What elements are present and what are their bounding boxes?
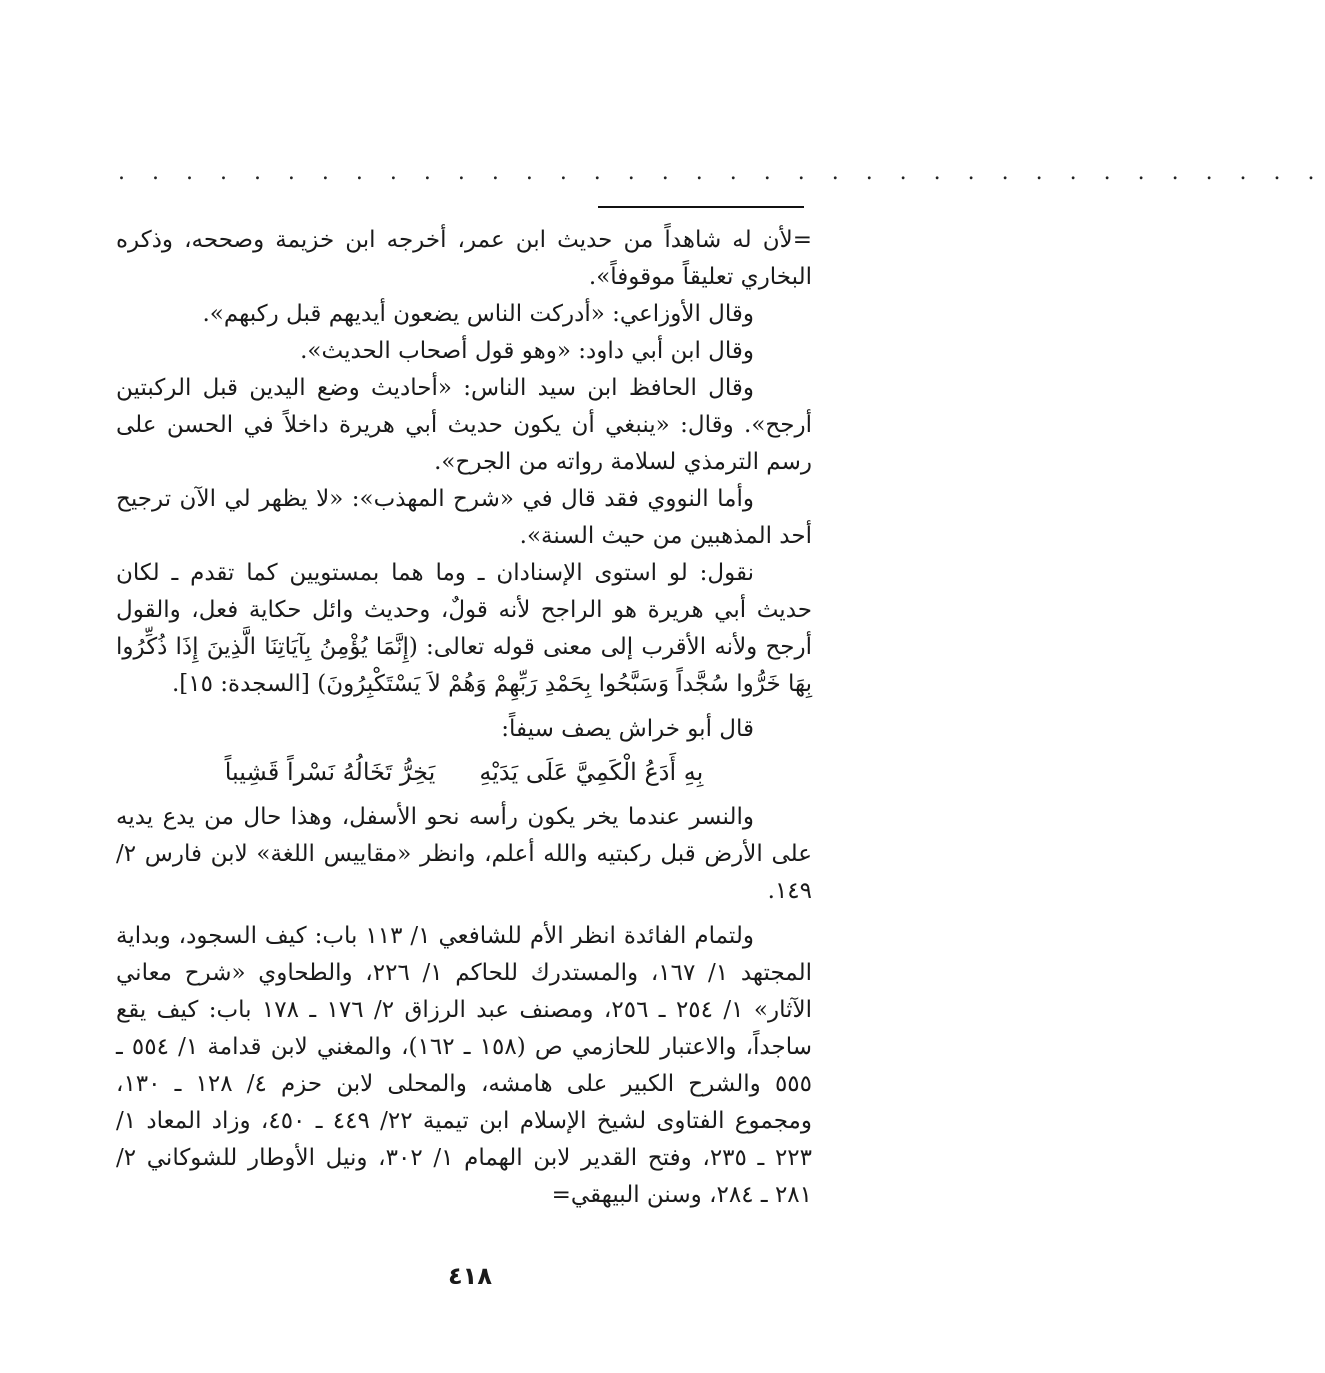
- paragraph-nawawi: وأما النووي فقد قال في «شرح المهذب»: «لا يظهر لي الآن ترجيح أحد المذهبين من حيث السنة».: [116, 486, 812, 549]
- verse-first-hemistich: بِهِ أَدَعُ الْكَمِيَّ عَلَى يَدَيْهِ: [479, 758, 704, 786]
- paragraph-ibn-sayyid-al-nas: وقال الحافظ ابن سيد الناس: «أحاديث وضع اليدين قبل الركبتين أرجح». وقال: «ينبغي أن يكون حديث أبي هريرة داخلاً في الحسن على رسم الترمذي لسلامة رواته من الجرح».: [116, 375, 812, 475]
- dotted-separator: . . . . . . . . . . . . . . . . . . . . . . . . . . . . . . . . . . . .: [118, 160, 1325, 185]
- paragraph-awzai: وقال الأوزاعي: «أدركت الناس يضعون أيديهم قبل ركبهم».: [202, 301, 754, 327]
- paragraph-nasr: والنسر عندما يخر يكون رأسه نحو الأسفل، وهذا حال من يدع يديه على الأرض قبل ركبتيه والله أعلم، وانظر «مقاييس اللغة» لابن فارس ٢/ ١٤٩.: [116, 804, 812, 904]
- footnote-text: [116, 222, 812, 1214]
- footnote-rule: [598, 206, 804, 208]
- paragraph-abu-khirash: قال أبو خراش يصف سيفاً:: [501, 716, 754, 742]
- paragraph-continuation: =لأن له شاهداً من حديث ابن عمر، أخرجه ابن خزيمة وصححه، وذكره البخاري تعليقاً موقوفاً».: [116, 227, 812, 290]
- paragraph-naqul: نقول: لو استوى الإسنادان ـ وما هما بمستويين كما تقدم ـ لكان حديث أبي هريرة هو الراجح لأنه قولٌ، وحديث وائل حكاية فعل، والقول أرجح ولأنه الأقرب إلى معنى قوله تعالى: (إِنَّمَا يُؤْمِنُ بِآيَاتِنَا الَّذِينَ إِذَا ذُكِّرُوا بِهَا خَرُّوا سُجَّداً وَسَبَّحُوا بِحَمْدِ رَبِّهِمْ وَهُمْ لاَ يَسْتَكْبِرُونَ) [السجدة: ١٥].: [116, 560, 812, 697]
- page-number: ٤١٨: [448, 1262, 492, 1290]
- poetry-verse: [116, 754, 812, 791]
- paragraph-references: ولتمام الفائدة انظر الأم للشافعي ١/ ١١٣ باب: كيف السجود، وبداية المجتهد ١/ ١٦٧، والمستدرك للحاكم ١/ ٢٢٦، والطحاوي «شرح معاني الآثار» ١/ ٢٥٤ ـ ٢٥٦، ومصنف عبد الرزاق ٢/ ١٧٦ ـ ١٧٨ باب: كيف يقع ساجداً، والاعتبار للحازمي ص (١٥٨ ـ ١٦٢)، والمغني لابن قدامة ١/ ٥٥٤ ـ ٥٥٥ والشرح الكبير على هامشه، والمحلى لابن حزم ٤/ ١٢٨ ـ ١٣٠، ومجموع الفتاوى لشيخ الإسلام ابن تيمية ٢٢/ ٤٤٩ ـ ٤٥٠، وزاد المعاد ١/ ٢٢٣ ـ ٢٣٥، وفتح القدير لابن الهمام ١/ ٣٠٢، ونيل الأوطار للشوكاني ٢/ ٢٨١ ـ ٢٨٤، وسنن البيهقي=: [116, 923, 813, 1208]
- paragraph-ibn-abi-dawud: وقال ابن أبي داود: «وهو قول أصحاب الحديث».: [300, 338, 754, 364]
- verse-second-hemistich: يَخِرُّ تَخَالُهُ نَسْراً قَشِيباً: [224, 758, 436, 786]
